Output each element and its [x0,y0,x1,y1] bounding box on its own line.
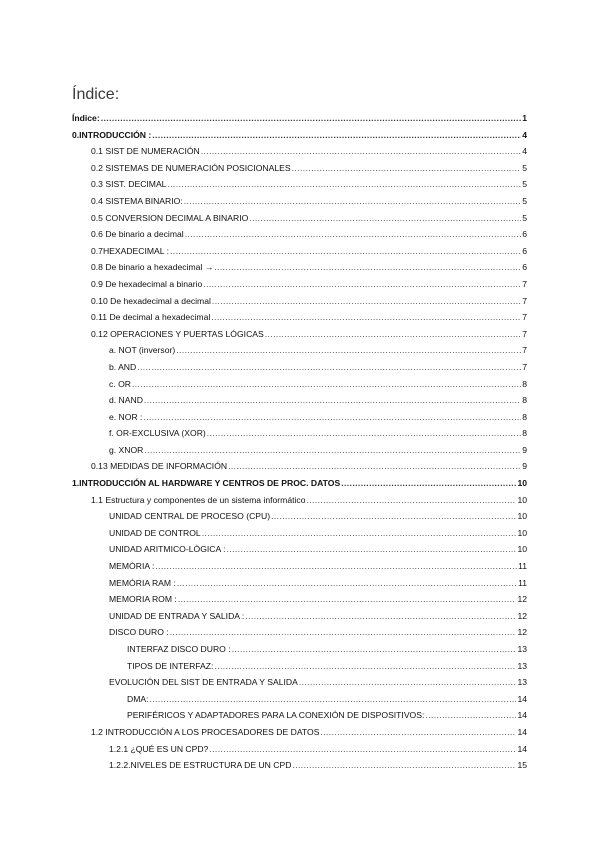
dot-leader [207,425,521,442]
toc-entry-page: 7 [522,295,527,306]
toc-entry-page: 10 [517,494,527,505]
toc-entry-label: 1.2.2.NIVELES DE ESTRUCTURA DE UN CPD [109,760,292,771]
toc-entry-label: 1.2.1 ¿QUÉ ES UN CPD? [109,743,209,754]
toc-entry[interactable] [72,276,527,293]
toc-entry-label: UNIDAD DE ENTRADA Y SALIDA : [109,610,245,621]
dot-leader [167,176,521,193]
toc-entry[interactable] [72,475,527,492]
toc-entry[interactable] [72,110,527,127]
dot-leader [245,608,516,625]
toc-entry[interactable] [72,442,527,459]
toc-entry-page: 8 [522,411,527,422]
toc-entry-page: 15 [517,760,527,771]
toc-entry-label: 0.11 De decimal a hexadecimal [91,312,211,323]
toc-entry[interactable] [72,259,527,276]
toc-entry-page: 10 [517,527,527,538]
toc-title: Índice: [72,86,120,103]
toc-entry[interactable] [72,392,527,409]
toc-entry-label: 1.1 Estructura y componentes de un sistema informático [91,494,306,505]
toc-entry-page: 12 [517,610,527,621]
toc-entry-label: UNIDAD DE CONTROL [109,527,201,538]
dot-leader [178,591,517,608]
toc-entry[interactable] [72,624,527,641]
dot-leader [249,210,521,227]
dot-leader [144,392,521,409]
toc-entry[interactable] [72,293,527,310]
toc-entry-page: 5 [522,195,527,206]
toc-entry-label: 0.5 CONVERSION DECIMAL A BINARIO [91,212,249,223]
toc-entry-page: 11 [518,561,527,572]
dot-leader [214,259,521,276]
toc-entry-page: 10 [517,478,527,489]
toc-entry-page: 8 [522,428,527,439]
toc-entry-page: 14 [517,693,527,704]
toc-entry-page: 6 [522,229,527,240]
toc-entry[interactable] [72,176,527,193]
dot-leader [185,226,522,243]
toc-entry[interactable] [72,691,527,708]
toc-entry-page: 5 [522,179,527,190]
dot-leader [176,342,521,359]
dot-leader [292,160,522,177]
dot-leader [177,575,517,592]
dot-leader [232,641,517,658]
toc-entry-label: 0.7HEXADECIMAL : [91,245,170,256]
dot-leader [425,707,516,724]
toc-entry-label: a. NOT (inversor) [109,345,176,356]
dot-leader [228,458,521,475]
toc-entry-page: 14 [517,743,527,754]
toc-entry[interactable] [72,160,527,177]
toc-entry-label: 1.INTRODUCCIÓN AL HARDWARE Y CENTROS DE PROC. DATOS [72,478,341,489]
dot-leader [214,658,516,675]
toc-entry-label: 0.9 De hexadecimal a binario [91,278,203,289]
toc-entry[interactable] [72,143,527,160]
toc-entry-label: UNIDAD ARITMICO-LÒGICA : [109,544,226,555]
dot-leader [149,691,516,708]
toc-entry-page: 6 [522,245,527,256]
toc-entry[interactable] [72,458,527,475]
toc-entry-label: DMA: [127,693,149,704]
toc-entry-page: 7 [522,278,527,289]
toc-entry-label: b. AND [109,361,137,372]
toc-entry[interactable] [72,210,527,227]
toc-entry-label: EVOLUCIÓN DEL SIST DE ENTRADA Y SALIDA [109,677,298,688]
toc-entry[interactable] [72,326,527,343]
dot-leader [155,558,517,575]
toc-entry-label: 0.13 MEDIDAS DE INFORMACIÓN [91,461,228,472]
dot-leader [170,243,521,260]
dot-leader [144,442,521,459]
toc-entry-label: g. XNOR [109,444,144,455]
dot-leader [143,409,521,426]
toc-entry[interactable] [72,608,527,625]
toc-entry-label: d. NAND [109,395,143,406]
toc-entry-label: 0.4 SISTEMA BINARIO: [91,195,183,206]
toc-entry-page: 13 [517,660,527,671]
dot-leader [170,624,517,641]
toc-entry-page: 12 [517,627,527,638]
toc-entry-label: TIPOS DE INTERFAZ: [127,660,214,671]
toc-entry[interactable] [72,658,527,675]
dot-leader [227,541,517,558]
toc-entry-label: MEMÓRIA RAM : [109,577,176,588]
dot-leader [341,475,516,492]
toc-entry[interactable] [72,226,527,243]
toc-entry-page: 5 [522,212,527,223]
toc-entry[interactable] [72,243,527,260]
dot-leader [101,110,522,127]
toc-entry[interactable] [72,425,527,442]
toc-entry[interactable] [72,508,527,525]
toc-entry[interactable] [72,376,527,393]
dot-leader [184,193,522,210]
toc-entry[interactable] [72,724,527,741]
toc-entry-label: c. OR [109,378,131,389]
table-of-contents [72,110,527,774]
toc-entry-label: 0.6 De binario a decimal [91,229,184,240]
dot-leader [320,724,516,741]
toc-entry-label: INTERFAZ DISCO DURO : [127,644,231,654]
dot-leader [299,674,517,691]
dot-leader [265,326,521,343]
dot-leader [209,741,516,758]
dot-leader [211,309,521,326]
toc-entry-label: 1.2 INTRODUCCIÓN A LOS PROCESADORES DE DATOS [91,726,320,737]
toc-entry-page: 5 [522,162,527,173]
toc-entry[interactable] [72,757,527,774]
toc-entry[interactable] [72,674,527,691]
toc-entry-page: 4 [522,129,527,140]
toc-entry[interactable] [72,127,527,144]
dot-leader [137,359,521,376]
toc-entry[interactable] [72,707,527,724]
toc-entry-page: 1 [522,113,527,123]
toc-entry-label: PERIFÉRICOS Y ADAPTADORES PARA LA CONEXIÓN DE DISPOSITIVOS: [127,710,425,721]
toc-entry-page: 7 [522,312,527,323]
toc-entry-page: 13 [517,677,527,688]
toc-entry[interactable] [72,575,527,592]
toc-entry[interactable] [72,541,527,558]
toc-entry-label: 0.8 De binario a hexadecimal → [91,262,214,273]
dot-leader [271,508,516,525]
toc-entry-page: 7 [522,345,527,356]
toc-entry[interactable] [72,409,527,426]
toc-entry-page: 9 [522,444,527,455]
toc-entry-label: 0.12 OPERACIONES Y PUERTAS LÓGICAS [91,328,264,339]
toc-entry-page: 10 [517,544,527,555]
dot-leader [292,757,516,774]
toc-entry-page: 9 [522,461,527,472]
toc-entry[interactable] [72,741,527,758]
toc-entry-page: 11 [518,577,527,588]
toc-entry-page: 7 [522,361,527,372]
dot-leader [201,143,522,160]
toc-entry[interactable] [72,492,527,509]
toc-entry[interactable] [72,641,527,658]
toc-entry-label: MEMORIA ROM : [109,594,177,605]
toc-entry-label: 0.10 De hexadecimal a decimal [91,295,211,306]
toc-entry-label: f. OR-EXCLUSIVA (XOR) [109,428,206,439]
toc-entry-page: 8 [522,378,527,389]
dot-leader [152,127,521,144]
toc-entry-label: 0.2 SISTEMAS DE NUMERACIÓN POSICIONALES [91,162,291,173]
dot-leader [132,376,521,393]
toc-entry-label: Índice: [72,113,100,123]
toc-entry-page: 4 [522,146,527,157]
toc-entry-label: MEMÒRIA : [109,561,155,572]
dot-leader [202,525,517,542]
toc-entry-page: 12 [517,594,527,605]
toc-entry[interactable] [72,359,527,376]
toc-entry-label: 0.INTRODUCCIÓN : [72,129,152,140]
toc-entry[interactable] [72,342,527,359]
toc-entry-page: 10 [517,511,527,522]
toc-entry-page: 13 [517,644,527,654]
toc-entry-label: 0.1 SIST DE NUMERACIÓN [91,146,200,157]
toc-entry[interactable] [72,525,527,542]
toc-entry-page: 7 [522,328,527,339]
toc-entry[interactable] [72,193,527,210]
toc-entry-label: DISCO DURO : [109,627,169,638]
toc-entry-label: 0.3 SIST. DECIMAL [91,179,167,190]
dot-leader [306,492,516,509]
dot-leader [212,293,521,310]
toc-entry[interactable] [72,309,527,326]
dot-leader [203,276,521,293]
toc-entry-label: UNIDAD CENTRAL DE PROCESO (CPU) [109,511,271,522]
toc-entry-page: 6 [522,262,527,273]
toc-entry-page: 14 [517,710,527,721]
toc-entry[interactable] [72,558,527,575]
toc-entry-page: 14 [517,726,527,737]
toc-entry-page: 8 [522,395,527,406]
toc-entry-label: e. NOR : [109,411,143,422]
toc-entry[interactable] [72,591,527,608]
